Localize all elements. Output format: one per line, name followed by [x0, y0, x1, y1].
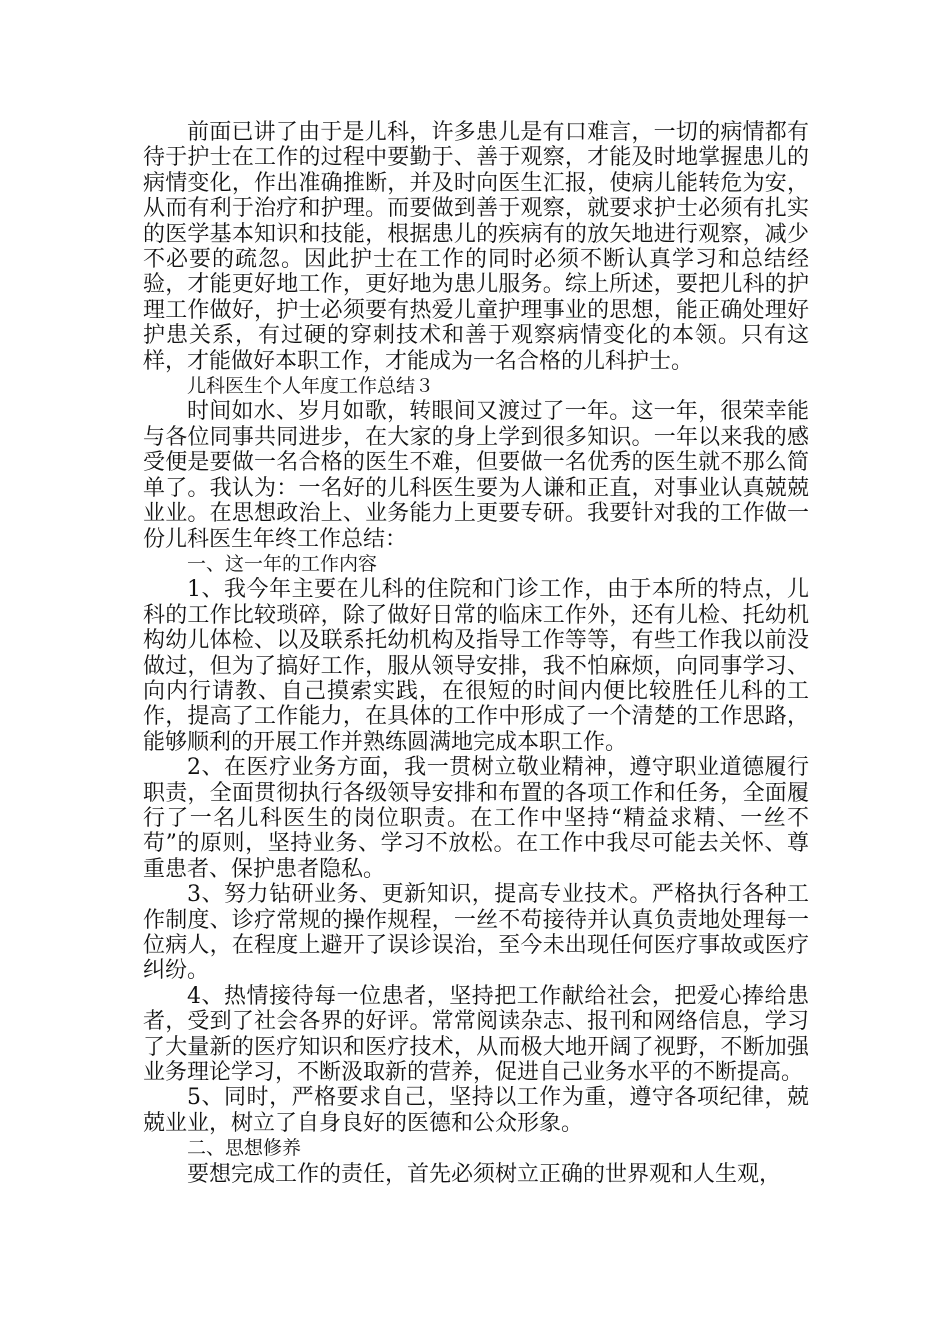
paragraph-item-5: 5、同时，严格要求自己，坚持以工作为重，遵守各项纪律，兢兢业业，树立了自身良好的医德和公众形象。: [143, 1085, 809, 1136]
paragraph-item-1: 1、我今年主要在儿科的住院和门诊工作，由于本所的特点，儿科的工作比较琐碎，除了做好日常的临床工作外，还有儿检、托幼机构幼儿体检、以及联系托幼机构及指导工作等等，有些工作我以前没做过，但为了搞好工作，服从领导安排，我不怕麻烦，向同事学习、向内行请教、自己摸索实践，在很短的时间内便比较胜任儿科的工作，提高了工作能力，在具体的工作中形成了一个清楚的工作思路，能够顺利的开展工作并熟练圆满地完成本职工作。: [143, 577, 809, 755]
section-title-report-3: 儿科医生个人年度工作总结３: [187, 375, 435, 398]
heading-ideological-cultivation: 二、思想修养: [187, 1137, 302, 1160]
paragraph-item-3: 3、努力钻研业务、更新知识，提高专业技术。严格执行各种工作制度、诊疗常规的操作规程，一丝不苟接待并认真负责地处理每一位病人，在程度上避开了误诊误治，至今未出现任何医疗事故或医疗纠纷。: [143, 882, 809, 984]
paragraph-item-2: 2、在医疗业务方面，我一贯树立敬业精神，遵守职业道德履行职责，全面贯彻执行各级领导安排和布置的各项工作和任务，全面履行了一名儿科医生的岗位职责。在工作中坚持“精益求精、一丝不苟”的原则，坚持业务、学习不放松。在工作中我尽可能去关怀、尊重患者、保护患者隐私。: [143, 755, 809, 882]
paragraph-report-intro: 时间如水、岁月如歌，转眼间又渡过了一年。这一年，很荣幸能与各位同事共同进步，在大家的身上学到很多知识。一年以来我的感受便是要做一名合格的医生不难，但要做一名优秀的医生就不那么简单了。我认为：一名好的儿科医生要为人谦和正直，对事业认真兢兢业业。在思想政治上、业务能力上更要专研。我要针对我的工作做一份儿科医生年终工作总结：: [143, 399, 809, 552]
paragraph-item-4: 4、热情接待每一位患者，坚持把工作献给社会，把爱心捧给患者，受到了社会各界的好评。常常阅读杂志、报刊和网络信息，学习了大量新的医疗知识和医疗技术，从而极大地开阔了视野，不断加强业务理论学习，不断汲取新的营养，促进自己业务水平的不断提高。: [143, 983, 809, 1086]
paragraph-pediatric-nursing-conclusion: 前面已讲了由于是儿科，许多患儿是有口难言，一切的病情都有待于护士在工作的过程中要勤于、善于观察，才能及时地掌握患儿的病情变化，作出准确推断，并及时向医生汇报，使病儿能转危为安，从而有利于治疗和护理。而要做到善于观察，就要求护士必须有扎实的医学基本知识和技能，根据患儿的疾病有的放矢地进行观察，减少不必要的疏忽。因此护士在工作的同时必须不断认真学习和总结经验，才能更好地工作，更好地为患儿服务。综上所述，要把儿科的护理工作做好，护士必须要有热爱儿童护理事业的思想，能正确处理好护患关系，有过硬的穿刺技术和善于观察病情变化的本领。只有这样，才能做好本职工作，才能成为一名合格的儿科护士。: [143, 120, 809, 374]
heading-work-content: 一、这一年的工作内容: [187, 552, 378, 575]
document-page: [143, 120, 809, 1187]
paragraph-ideology-start: 要想完成工作的责任，首先必须树立正确的世界观和人生观，: [187, 1161, 782, 1187]
